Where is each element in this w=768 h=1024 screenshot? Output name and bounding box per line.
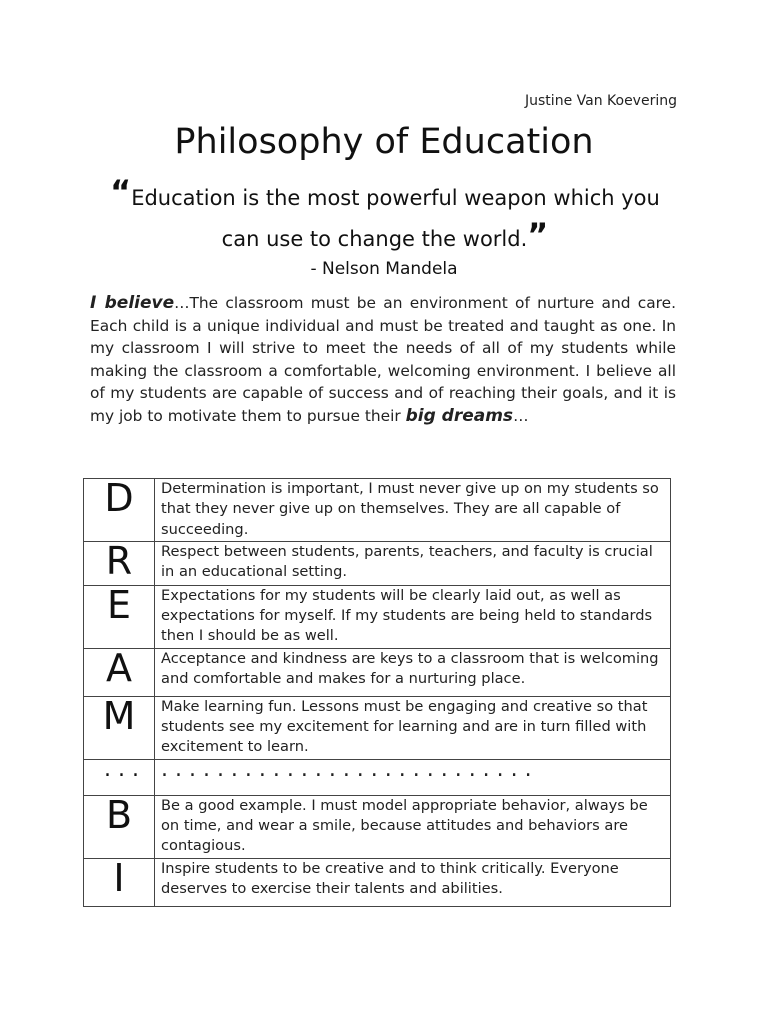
belief-emphasis: big dreams (405, 405, 514, 426)
row-description: Be a good example. I must model appropriate behavior, always be on time, and wear a smile, because attitudes and behaviors are contagious. (155, 795, 671, 858)
table-row (84, 585, 671, 648)
table-row (84, 759, 671, 795)
belief-body: …The classroom must be an environment of nurture and care. Each child is a unique individual and must be treated and taught as one. In my classroom I will strive to meet the needs of all of my students while making the classroom a comfortable, welcoming environment. I believe all of my students are capable of success and of reaching their goals, and it is my job to motivate them to pursue their (90, 294, 676, 425)
row-description: Expectations for my students will be clearly laid out, as well as expectations for myself. If my students are being held to standards then I should be as well. (155, 585, 671, 648)
row-description: Determination is important, I must never give up on my students so that they never give up on themselves. They are all capable of succeeding. (155, 479, 671, 542)
quote-text: Education is the most powerful weapon which you can use to change the world. (131, 186, 660, 251)
row-letter: R (84, 541, 155, 585)
row-description: . . . . . . . . . . . . . . . . . . . . . . . . . . . (155, 759, 671, 795)
belief-ending: … (513, 406, 529, 425)
row-letter: . . . (84, 759, 155, 795)
row-description: Inspire students to be creative and to think critically. Everyone deserves to exercise their talents and abilities. (155, 858, 671, 906)
table-row (84, 795, 671, 858)
table-row (84, 479, 671, 542)
table-row (84, 648, 671, 696)
row-letter: A (84, 648, 155, 696)
row-letter: I (84, 858, 155, 906)
row-description: Acceptance and kindness are keys to a classroom that is welcoming and comfortable and makes for a nurturing place. (155, 648, 671, 696)
row-letter: D (84, 479, 155, 542)
quote-attribution: - Nelson Mandela (310, 259, 458, 279)
close-quote-mark: ” (527, 216, 549, 254)
row-letter: B (84, 795, 155, 858)
belief-lead: I believe (90, 293, 175, 313)
row-letter: E (84, 585, 155, 648)
row-letter: M (84, 696, 155, 759)
page-title: Philosophy of Education (174, 122, 594, 162)
belief-paragraph (90, 292, 676, 428)
open-quote-mark: “ (110, 173, 132, 211)
row-description: Respect between students, parents, teachers, and faculty is crucial in an educational setting. (155, 541, 671, 585)
dream-table (83, 478, 671, 907)
quote-block (100, 173, 670, 260)
table-row (84, 696, 671, 759)
table-row (84, 858, 671, 906)
table-row (84, 541, 671, 585)
author-name: Justine Van Koevering (525, 93, 677, 109)
row-description: Make learning fun. Lessons must be engaging and creative so that students see my excitement for learning and are in turn filled with excitement to learn. (155, 696, 671, 759)
